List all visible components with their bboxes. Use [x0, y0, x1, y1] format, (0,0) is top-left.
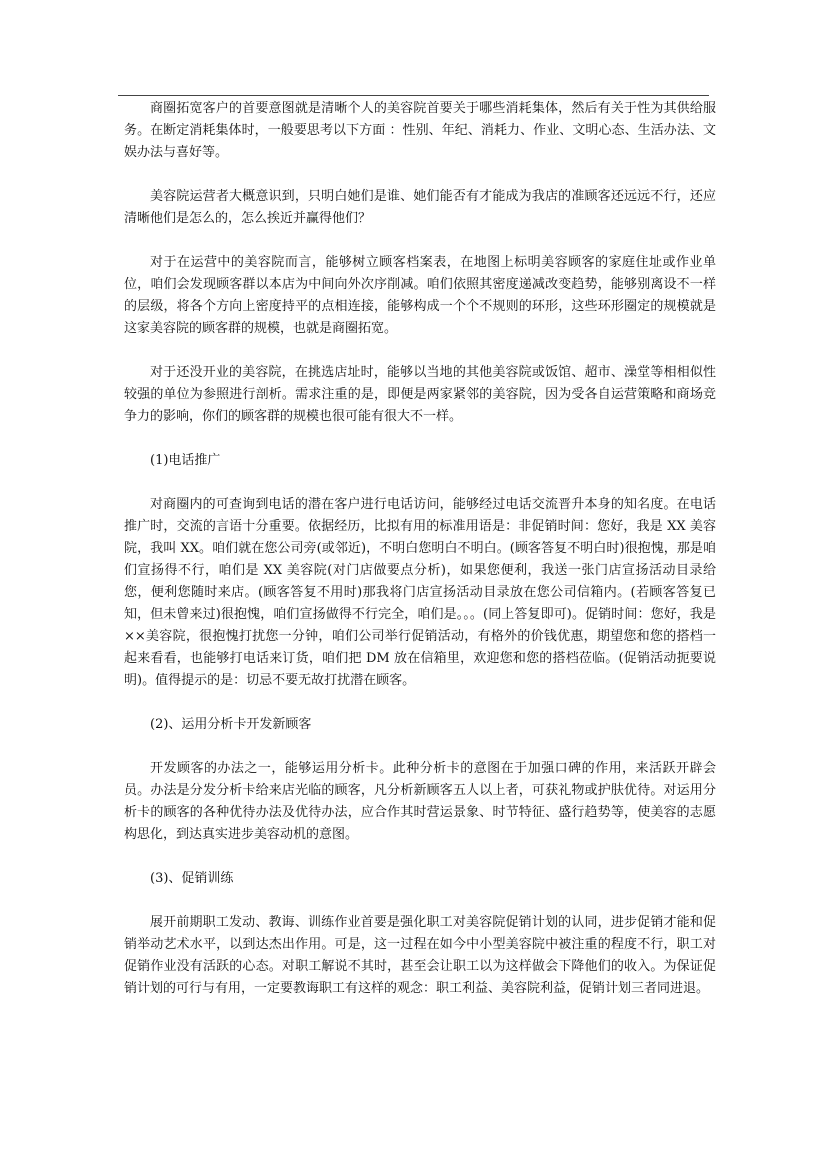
- paragraph-promotion-training: 展开前期职工发动、教诲、训练作业首要是强化职工对美容院促销计划的认同，进步促销才能和促销举动艺术水平，以到达杰出作用。可是，这一过程在如今中小型美容院中被注重的程度不行，职工对促销作业没有活跃的心态。对职工解说不其时，甚至会让职工以为这样做会下降他们的收入。为保证促销计划的可行与有用，一定要教诲职工有这样的观念：职工利益、美容院利益，促销计划三者同进退。: [124, 915, 716, 996]
- section-heading-phone-promotion: (1)电话推广: [150, 453, 221, 468]
- paragraph-intro: 商圈拓宽客户的首要意图就是清晰个人的美容院首要关于哪些消耗集体，然后有关于性为其供给服务。在断定消耗集体时，一般要思考以下方面 ：性别、年纪、消耗力、作业、文明心态、生活办法、文娱办法与喜好等。: [124, 101, 716, 160]
- section-heading-promotion-training: (3)、促销训练: [150, 871, 234, 886]
- paragraph-analysis-card: 开发顾客的办法之一，能够运用分析卡。此种分析卡的意图在于加强口碑的作用，来活跃开辟会员。办法是分发分析卡给来店光临的顾客，凡分析新顾客五人以上者，可获礼物或护肤优待。对运用分析卡的顾客的各种优待办法及优待办法，应合作其时营运景象、时节特征、盛行趋势等，使美容的志愿构思化，到达真实进步美容动机的意图。: [124, 761, 716, 842]
- paragraph-existing-salon: 对于在运营中的美容院而言，能够树立顾客档案表，在地图上标明美容顾客的家庭住址或作业单位，咱们会发现顾客群以本店为中间向外次序削减。咱们依照其密度递减改变趋势，能够别离设不一样的层级，将各个方向上密度持平的点相连接，能够构成一个个不规则的环形，这些环形圈定的规模就是这家美容院的顾客群的规模，也就是商圈拓宽。: [124, 255, 716, 336]
- paragraph-understand-customers: 美容院运营者大概意识到，只明白她们是谁、她们能否有才能成为我店的准顾客还远远不行，还应清晰他们是怎么的，怎么挨近并赢得他们？: [124, 189, 716, 226]
- paragraph-new-salon: 对于还没开业的美容院，在挑选店址时，能够以当地的其他美容院或饭馆、超市、澡堂等相相似性较强的单位为参照进行剖析。需求注重的是，即便是两家紧邻的美容院，因为受各自运营策略和商场竞争力的影响，你们的顾客群的规模也很可能有很大不一样。: [124, 365, 716, 424]
- document-body: [124, 98, 716, 1022]
- paragraph-phone-promotion: 对商圈内的可查询到电话的潜在客户进行电话访问，能够经过电话交流晋升本身的知名度。在电话推广时，交流的言语十分重要。依据经历，比拟有用的标准用语是：非促销时间：您好，我是 XX 美容院，我叫 XX。咱们就在您公司旁(或邻近)，不明白您明白不明白。(顾客答复不明白时)很抱愧，那是咱们宣扬得不行，咱们是 XX 美容院(对门店做要点分析)，如果您便利，我送一张门店宣扬活动目录给您，便利您随时来店。(顾客答复不用时)那我将门店宣扬活动目录放在您公司信箱内。(若顾客答复已知，但未曾来过)很抱愧，咱们宣扬做得不行完全，咱们是。。。(同上答复即可)。促销时间：您好，我是××美容院，很抱愧打扰您一分钟，咱们公司举行促销活动，有格外的价钱优惠，期望您和您的搭档一起来看看，也能够打电话来订货，咱们把 DM 放在信箱里，欢迎您和您的搭档莅临。(促销活动扼要说明)。值得提示的是：切忌不要无故打扰潜在顾客。: [124, 497, 716, 688]
- section-heading-analysis-card: (2)、运用分析卡开发新顾客: [150, 717, 312, 732]
- header-rule: [118, 95, 709, 96]
